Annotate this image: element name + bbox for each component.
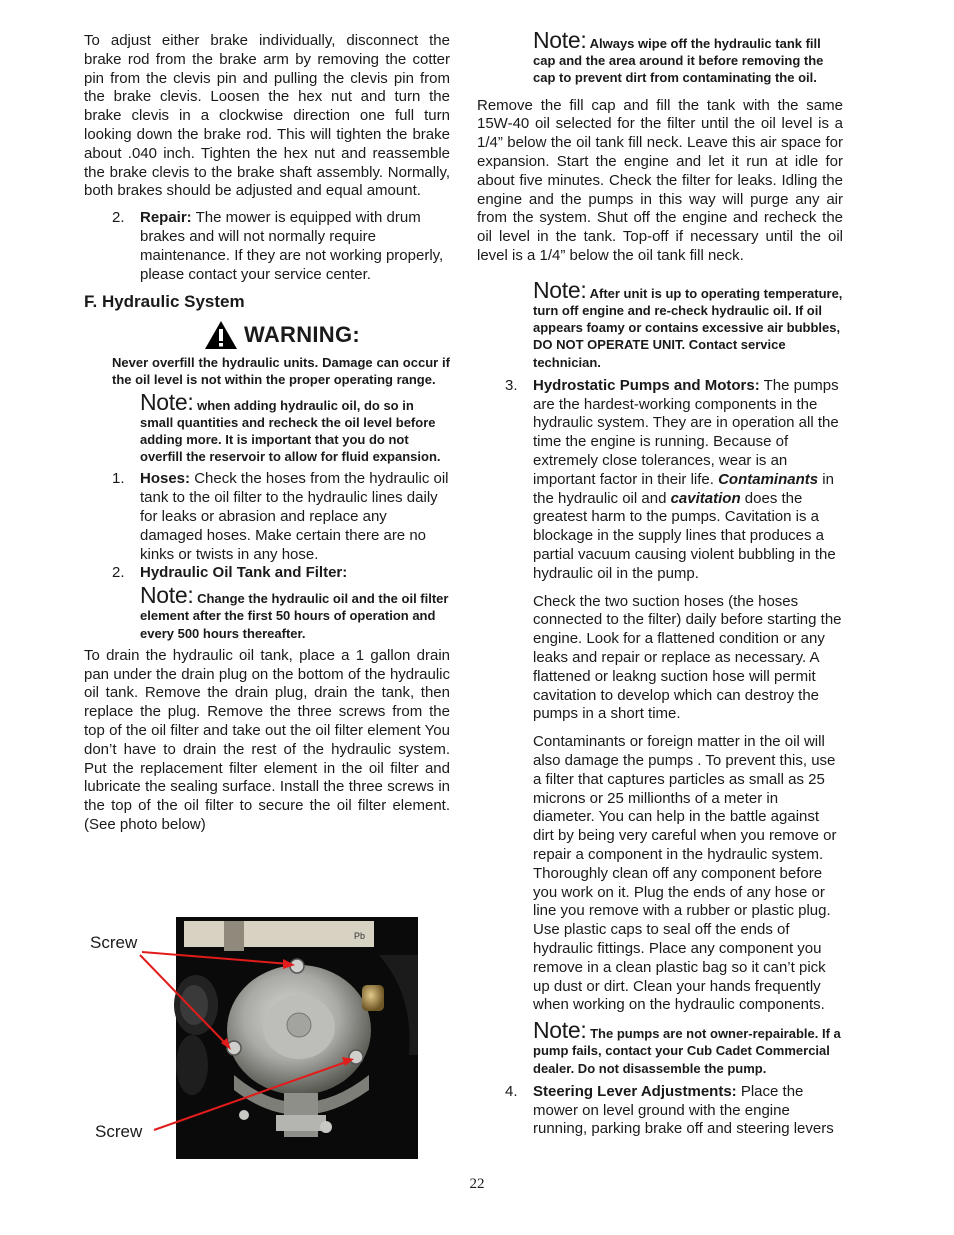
- drain-paragraph: To drain the hydraulic oil tank, place a 1 gallon drain pan under the drain plug on the bottom of the hydraulic oil tank. Remove the drain plug, drain the tank, then replace the plug. Remove the three screws from the top of the oil filter and take out the oil filter element You don’t have to drain the rest of the hydraulic system. Put the replacement filter element in the oil filter and lubricate the sealing surface. Install the three screws in the top of the oil filter to secure the oil filter element. (See photo below): [84, 646, 450, 833]
- list-number: 2.: [112, 564, 125, 582]
- pumps-text-b: in the hydraulic oil and: [533, 470, 834, 507]
- page-number: 22: [469, 1176, 485, 1192]
- note-label: Note:: [140, 582, 194, 609]
- pumps-text-a: The pumps are the hardest-working components in the hydraulic system. They are in operation all the time the engine is running. Because of extremely close tolerances, wear is an important factor in their life.: [533, 376, 839, 488]
- note-wipe-cap: [477, 27, 843, 87]
- note-label: Note:: [533, 276, 587, 303]
- brake-adjust-paragraph: To adjust either brake individually, disconnect the brake rod from the brake arm by removing the cotter pin from the clevis pin and pulling the clevis pin from the brake clevis. Loosen the hex nut and turn the brake clevis in a clockwise direction one full turn looking down the brake rod. This will tighten the brake about .040 inch. Tighten the hex nut and reassemble the brake clevis to the brake shaft assembly. Normally, both brakes should be adjusted and equal amount.: [84, 32, 450, 200]
- note-label: Note:: [140, 388, 194, 415]
- note-text: Change the hydraulic oil and the oil filter element after the first 50 hours of operation and every 500 hours thereafter.: [140, 591, 449, 641]
- list-item-repair: [84, 209, 450, 284]
- list-number: 2.: [112, 209, 125, 227]
- note-label: Note:: [533, 27, 587, 53]
- right-column: [477, 27, 843, 1139]
- note-text: when adding hydraulic oil, do so in small quantities and recheck the oil level before adding more. It is important that you do not overfill the reservoir to allow for fluid expansion.: [140, 397, 441, 465]
- oil-filter-photo-figure: [84, 915, 424, 1160]
- note-change-oil: [84, 582, 450, 642]
- fill-tank-paragraph: Remove the fill cap and fill the tank with the same 15W-40 oil selected for the filter until the oil level is a 1/4” below the oil tank fill neck. Leave this air space for expansion. Start the engine and let it run at idle for about five minutes. Check the filter for leaks. Idling the engine and the pumps in this way will purge any air from the system. Shut off the engine and recheck the oil level in the tank. Top-off if necessary until the oil level is a 1/4” below the oil tank fill neck.: [477, 96, 843, 264]
- list-item-steering: [477, 1083, 843, 1139]
- warning-text: Never overfill the hydraulic units. Damage can occur if the oil level is not within the proper operating range.: [112, 355, 450, 388]
- note-label: Note:: [533, 1017, 587, 1044]
- contaminants-emphasis: Contaminants: [718, 470, 819, 488]
- oil-tank-label: Hydraulic Oil Tank and Filter:: [140, 564, 348, 582]
- warning-header: [114, 320, 450, 350]
- hoses-text: Check the hoses from the hydraulic oil tank to the oil filter to the hydraulic lines daily for leaks or abrasion and replace any damaged hoses. Make certain there are no kinks or twists in any hose.: [140, 470, 449, 563]
- screw-label-bottom: Screw: [95, 1122, 143, 1141]
- repair-label: Repair:: [140, 209, 192, 227]
- pumps-text-c: does the greatest harm to the pumps. Cavitation is a blockage in the supply lines that produces a partial vacuum causing violent bubbling in the hydraulic oil in the pump.: [533, 489, 836, 582]
- hoses-label: Hoses:: [140, 470, 191, 488]
- oil-filter-photo: [84, 915, 424, 1160]
- screw-label-top: Screw: [90, 933, 138, 952]
- svg-text:Pb: Pb: [354, 931, 366, 941]
- list-item-oil-tank: [84, 564, 450, 583]
- warning-title: WARNING:: [243, 321, 361, 347]
- list-number: 3.: [505, 376, 518, 394]
- note-text: The pumps are not owner-repairable. If a pump fails, contact your Cub Cadet Commercial dealer. Do not disassemble the pump.: [533, 1026, 841, 1076]
- list-number: 1.: [112, 470, 125, 488]
- section-heading: F. Hydraulic System: [84, 292, 245, 312]
- note-adding-oil: [84, 388, 450, 466]
- left-column: [84, 32, 450, 835]
- note-operating-temp: [477, 276, 843, 371]
- contaminants-paragraph: Contaminants or foreign matter in the oil will also damage the pumps . To prevent this, use a filter that captures particles as small as 25 microns or 25 millionths of a meter in diameter. You can help in the battle against dirt by being very careful when you remove or repair a component in the hydraulic system. Thoroughly clean off any component before you work on it. Plug the ends of any hose or line you remove with a rubber or plastic plug. Use plastic caps to seal off the ends of hydraulic fittings. Place any component you remove in a clean plastic bag so it can’t pick up dust or dirt. Clean your hands frequently when working on the hydraulic components.: [533, 733, 837, 1014]
- steering-label: Steering Lever Adjustments:: [533, 1082, 737, 1100]
- note-text: Always wipe off the hydraulic tank fill cap and the area around it before removing the cap to prevent dirt from contaminating the oil.: [533, 36, 824, 86]
- suction-hoses-paragraph: Check the two suction hoses (the hoses connected to the filter) daily before starting the engine. Look for a flattened condition or any leaks and repair or replace as necessary. A flattened or leakng suction hose will permit cavitation to develop which can destroy the pumps in a short time.: [533, 592, 842, 723]
- steering-text: Place the mower on level ground with the engine running, parking brake off and steering levers: [533, 1082, 834, 1138]
- note-pumps-not-repairable: [477, 1017, 843, 1077]
- note-text: After unit is up to operating temperature, turn off engine and re-check hydraulic oil. If oil appears foamy or contains excessive air bubbles, DO NOT OPERATE UNIT. Contact service technician.: [533, 285, 843, 370]
- list-item-hoses: [84, 470, 450, 564]
- warning-triangle-icon: [204, 320, 238, 350]
- list-number: 4.: [505, 1082, 518, 1100]
- repair-text: The mower is equipped with drum brakes and will not normally require maintenance. If they are not working properly, please contact your service center.: [140, 209, 444, 283]
- cavitation-emphasis: cavitation: [670, 489, 741, 507]
- list-item-pumps: [477, 377, 843, 584]
- pumps-label: Hydrostatic Pumps and Motors:: [533, 376, 760, 394]
